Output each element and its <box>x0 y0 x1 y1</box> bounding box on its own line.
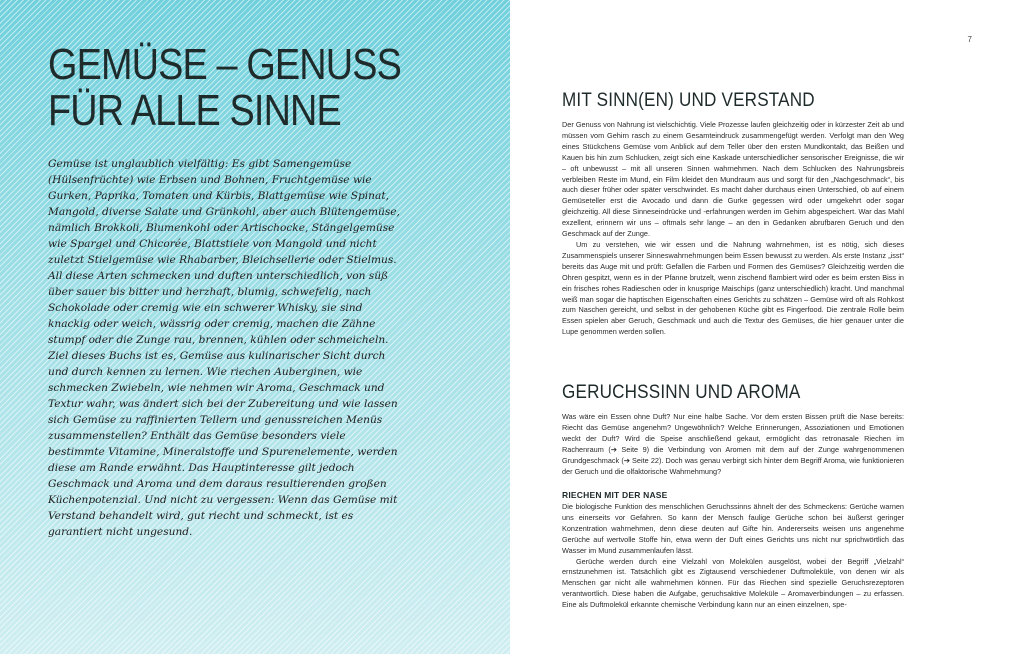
body-paragraph: Was wäre ein Essen ohne Duft? Nur eine halbe Sache. Vor dem ersten Bissen prüft die Nase bereits: Riecht das Gemüse angenehm? Ungewöhnlich? Welche Erinnerungen, Assoziationen und Emotionen weckt der Duft? Wird die Speise anschließend gekaut, ermöglicht das retronasale Riechen im Rachenraum (➔ Seite 9) die Verbindung von Aromen mit dem auf der Zunge wahrgenommenen Grundgeschmack (➔ Seite 22). Doch was genau verbirgt sich hinter dem Begriff Aroma, wie funktionieren der Geruch und die olfaktorische Wahrnehmung? <box>562 412 904 476</box>
title-line-1: GEMÜSE – GENUSS <box>48 40 401 89</box>
intro-paragraph-2: Ziel dieses Buchs ist es, Gemüse aus kulinarischer Sicht durch und durch kennen zu lernen. Wie riechen Auberginen, wie schmecken Zwiebeln, wie nehmen wir Aroma, Geschmack und Textur wahr, was ändert sich bei der Zubereitung und wie lassen sich Gemüse zu raffinierten Tellern und genussreichen Menüs zusammenstellen? Enthält das Gemüse besonders viele bestimmte Vitamine, Mineralstoffe und Spurenelemente, werden diese am Rande erwähnt. Das Hauptinteresse gilt jedoch Geschmack und Aroma und dem daraus resultierenden großen Küchenpotenzial. Und nicht zu vergessen: Wenn das Gemüse mit Verstand behandelt wird, gut riecht und schmeckt, ist es garantiert nicht ungesund. <box>48 350 398 538</box>
body-paragraph: Gerüche werden durch eine Vielzahl von Molekülen ausgelöst, wobei der Begriff „Vielzahl“ ernstzunehmen ist. Tatsächlich gibt es Zigtausend verschiedener Duftmoleküle, von denen wir als Menschen gar nicht alle wahrnehmen können. Für das Riechen sind spezielle Geruchsrezeptoren verantwortlich. Diese haben die Aufgabe, geruchsaktive Moleküle – Aromaverbindungen – zu erfassen. Eine als Duftmolekül erkannte chemische Verbindung kann nur an einen einzelnen, spe- <box>562 556 904 610</box>
subheading-riechen: RIECHEN MIT DER NASE <box>562 490 668 500</box>
section-title-sinn-und-verstand: MIT SINN(EN) UND VERSTAND <box>562 90 815 111</box>
body-paragraph: Der Genuss von Nahrung ist vielschichtig. Viele Prozesse laufen gleichzeitig oder in kürzester Zeit ab und müssen vom Gehirn rasch zu einem Gesamteindruck zusammengefügt werden. Verfolgt man den Weg eines Stückchens Gemüse vom Anblick auf dem Teller über den ersten Mundkontakt, das Beißen und Kauen bis hin zum Schlucken, zeigt sich eine Kaskade unterschiedlicher sensorischer Ereignisse, die wir – oft unbewusst – mit all unseren Sinnen wahrnehmen. Nach dem Schlucken des Nahrungsbreis verbleiben Reste im Mund, ein Film kleidet den Mundraum aus und sorgt für den „Nachgeschmack“, bis auch dieser früher oder später verschwindet. Es macht daher durchaus einen Unterschied, ob auf einem Gemüseteller erst die Avocado und dann die Gurke gegessen wird oder umgekehrt oder sogar gleichzeitig. All diese Sinneseindrücke und -erfahrungen werden im Gehirn abgespeichert. War das Mahl exzellent, erinnern wir uns – oftmals sehr lange – an den in Gedanken abrufbaren Geruch und den Geschmack auf der Zunge. <box>562 120 904 239</box>
section-body-sinn-und-verstand <box>562 120 904 338</box>
page-title <box>48 42 401 134</box>
body-paragraph: Um zu verstehen, wie wir essen und die Nahrung wahrnehmen, ist es nötig, sich dieses Zusammenspiels unserer Sinneswahrnehmungen beim Essen bewusst zu werden. Als erste Instanz „isst“ bereits das Auge mit und prüft: Gefallen die Farben und Formen des Gemüses? Gleichzeitig werden die Ohren gespitzt, wenn es in der Pfanne brutzelt, wenn zischend flambiert wird oder es beim ersten Biss in ein frisches rohes Radieschen oder in knusprige Maischips (ganz unterschiedlich) kracht. Und manchmal weiß man sogar die haptischen Eigenschaften eines Gerichts zu schätzen – Gemüse wird oft als Rohkost zum Naschen gereicht, und selbst in der gehobenen Küche gibt es Fingerfood. Die zentrale Rolle beim Essen spielen aber Geruch, Geschmack und auch die Textur des Gemüses, die hier genauer unter die Lupe genommen werden sollen. <box>562 239 904 337</box>
section-body-geruchssinn <box>562 412 904 477</box>
page-number: 7 <box>967 35 972 44</box>
section-title-geruchssinn: GERUCHSSINN UND AROMA <box>562 382 801 403</box>
right-page <box>510 0 1020 654</box>
body-paragraph: Die biologische Funktion des menschlichen Geruchssinns ähnelt der des Schmeckens: Gerüche warnen uns einerseits vor Gefahren. So kann der Mensch faulige Gerüche schon bei äußerst geringer Konzentration wahrnehmen, denn diese deuten auf Gifte hin. Andererseits weisen uns angenehme Gerüche auf wertvolle Stoffe hin, etwa wenn der Duft eines Gerichts uns nicht nur sprichwörtlich das Wasser im Mund zusammenlaufen lässt. <box>562 502 904 555</box>
title-line-2: FÜR ALLE SINNE <box>48 86 341 135</box>
intro-text <box>48 156 404 540</box>
intro-paragraph-1: Gemüse ist unglaublich vielfältig: Es gibt Samengemüse (Hülsenfrüchte) wie Erbsen und Bohnen, Fruchtgemüse wie Gurken, Paprika, Tomaten und Kürbis, Blattgemüse wie Spinat, Mangold, diverse Salate und Grünkohl, aber auch Blütengemüse, nämlich Brokkoli, Blumenkohl oder Artischocke, Stängelgemüse wie Spargel und Chicorée, Blattstiele von Mangold und nicht zuletzt Stielgemüse wie Rhabarber, Bleichsellerie oder Stielmus. All diese Arten schmecken und duften unterschiedlich, von süß über sauer bis bitter und herzhaft, blumig, schwefelig, nach Schokolade oder cremig wie ein schwerer Whisky, sie sind knackig oder weich, wässrig oder cremig, machen die Zähne stumpf oder die Zunge rau, brennen, kühlen oder schmeicheln. <box>48 158 400 346</box>
subsection-body-riechen <box>562 502 904 611</box>
